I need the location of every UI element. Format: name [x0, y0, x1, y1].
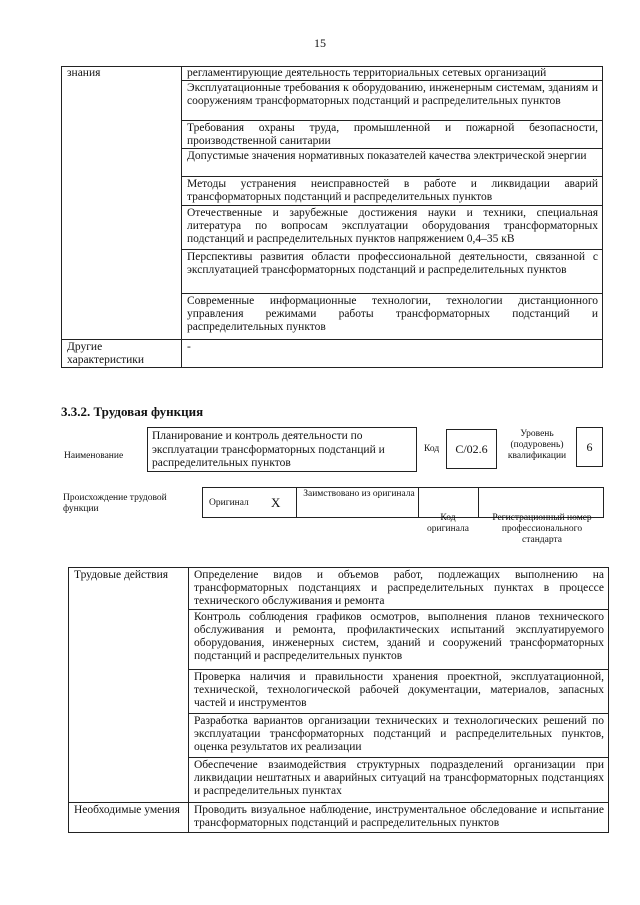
knowledge-label: знания — [62, 67, 182, 340]
knowledge-item: Эксплуатационные требования к оборудованию, инженерным системам, зданиям и сооружениям трансформаторных подстанций и распределительных пунктов — [182, 81, 603, 121]
code-box — [446, 429, 497, 469]
divider — [478, 488, 479, 517]
code-original-label: Код оригинала — [427, 513, 469, 534]
knowledge-item: регламентирующие деятельность территориальных сетевых организаций — [182, 67, 603, 81]
registration-number-label: Регистрационный номер профессионального стандарта — [492, 513, 592, 545]
function-name-box — [147, 427, 417, 472]
name-label: Наименование — [64, 451, 124, 461]
knowledge-item: Отечественные и зарубежные достижения науки и техники, специальная литература по вопросам эксплуатации оборудования трансформаторных подстанций и распределительных пунктов напряжением 0,4–35 кВ — [182, 206, 603, 250]
labor-action-item: Обеспечение взаимодействия структурных подразделений организации при ликвидации нештатных и аварийных ситуаций на трансформаторных подстанциях и распределительных пунктах — [189, 758, 609, 803]
labor-action-item: Определение видов и объемов работ, подлежащих выполнению на трансформаторных подстанциях и распределительных пунктах в процессе технического обслуживания и ремонта — [189, 568, 609, 610]
labor-action-item: Контроль соблюдения графиков осмотров, выполнения планов технического обслуживания и ремонта, профилактических испытаний эксплуатируемого оборудования, инженерных систем, зданий и сооружений трансформаторных подстанций и распределительных пунктов — [189, 610, 609, 670]
labor-actions-label: Трудовые действия — [69, 568, 189, 803]
borrowed-label: Заимствовано из оригинала — [303, 489, 415, 499]
other-characteristics-value: - — [182, 340, 603, 368]
labor-actions-table — [68, 567, 609, 833]
knowledge-item: Современные информационные технологии, технологии дистанционного управления режимами работы трансформаторных подстанций и распределительных пунктов — [182, 294, 603, 340]
page-number: 15 — [314, 36, 326, 50]
knowledge-item: Требования охраны труда, промышленной и пожарной безопасности, производственной санитарии — [182, 121, 603, 149]
origin-label: Происхождение трудовой функции — [63, 493, 167, 514]
necessary-skills-label: Необходимые умения — [69, 803, 189, 833]
code-value: С/02.6 — [455, 442, 488, 456]
divider — [296, 488, 297, 517]
knowledge-item: Перспективы развития области профессиональной деятельности, связанной с эксплуатацией трансформаторных подстанций и распределительных пунктов — [182, 250, 603, 294]
section-heading: 3.3.2. Трудовая функция — [61, 404, 204, 419]
knowledge-item: Методы устранения неисправностей в работе и ликвидации аварий трансформаторных подстанций и распределительных пунктов — [182, 177, 603, 206]
skill-item: Проводить визуальное наблюдение, инструментальное обследование и испытание трансформаторных подстанций и распределительных пунктов — [189, 803, 609, 833]
code-label: Код — [424, 444, 440, 454]
function-name-value: Планирование и контроль деятельности по эксплуатации трансформаторных подстанций и распределительных пунктов — [152, 430, 385, 469]
level-label: Уровень (подуровень) квалификации — [507, 429, 567, 461]
knowledge-table — [61, 66, 603, 368]
other-characteristics-label: Другие характеристики — [62, 340, 182, 368]
labor-action-item: Проверка наличия и правильности хранения проектной, эксплуатационной, технической, технологической рабочей документации, материалов, запасных частей и инструментов — [189, 670, 609, 714]
knowledge-item: Допустимые значения нормативных показателей качества электрической энергии — [182, 149, 603, 177]
original-mark: X — [271, 495, 281, 510]
level-box — [576, 427, 603, 467]
divider — [418, 488, 419, 517]
original-label: Оригинал — [209, 498, 249, 508]
labor-action-item: Разработка вариантов организации технических и технологических решений по эксплуатации трансформаторных подстанций и распределительных пунктов, оценка результатов их реализации — [189, 714, 609, 758]
level-value: 6 — [586, 440, 593, 454]
